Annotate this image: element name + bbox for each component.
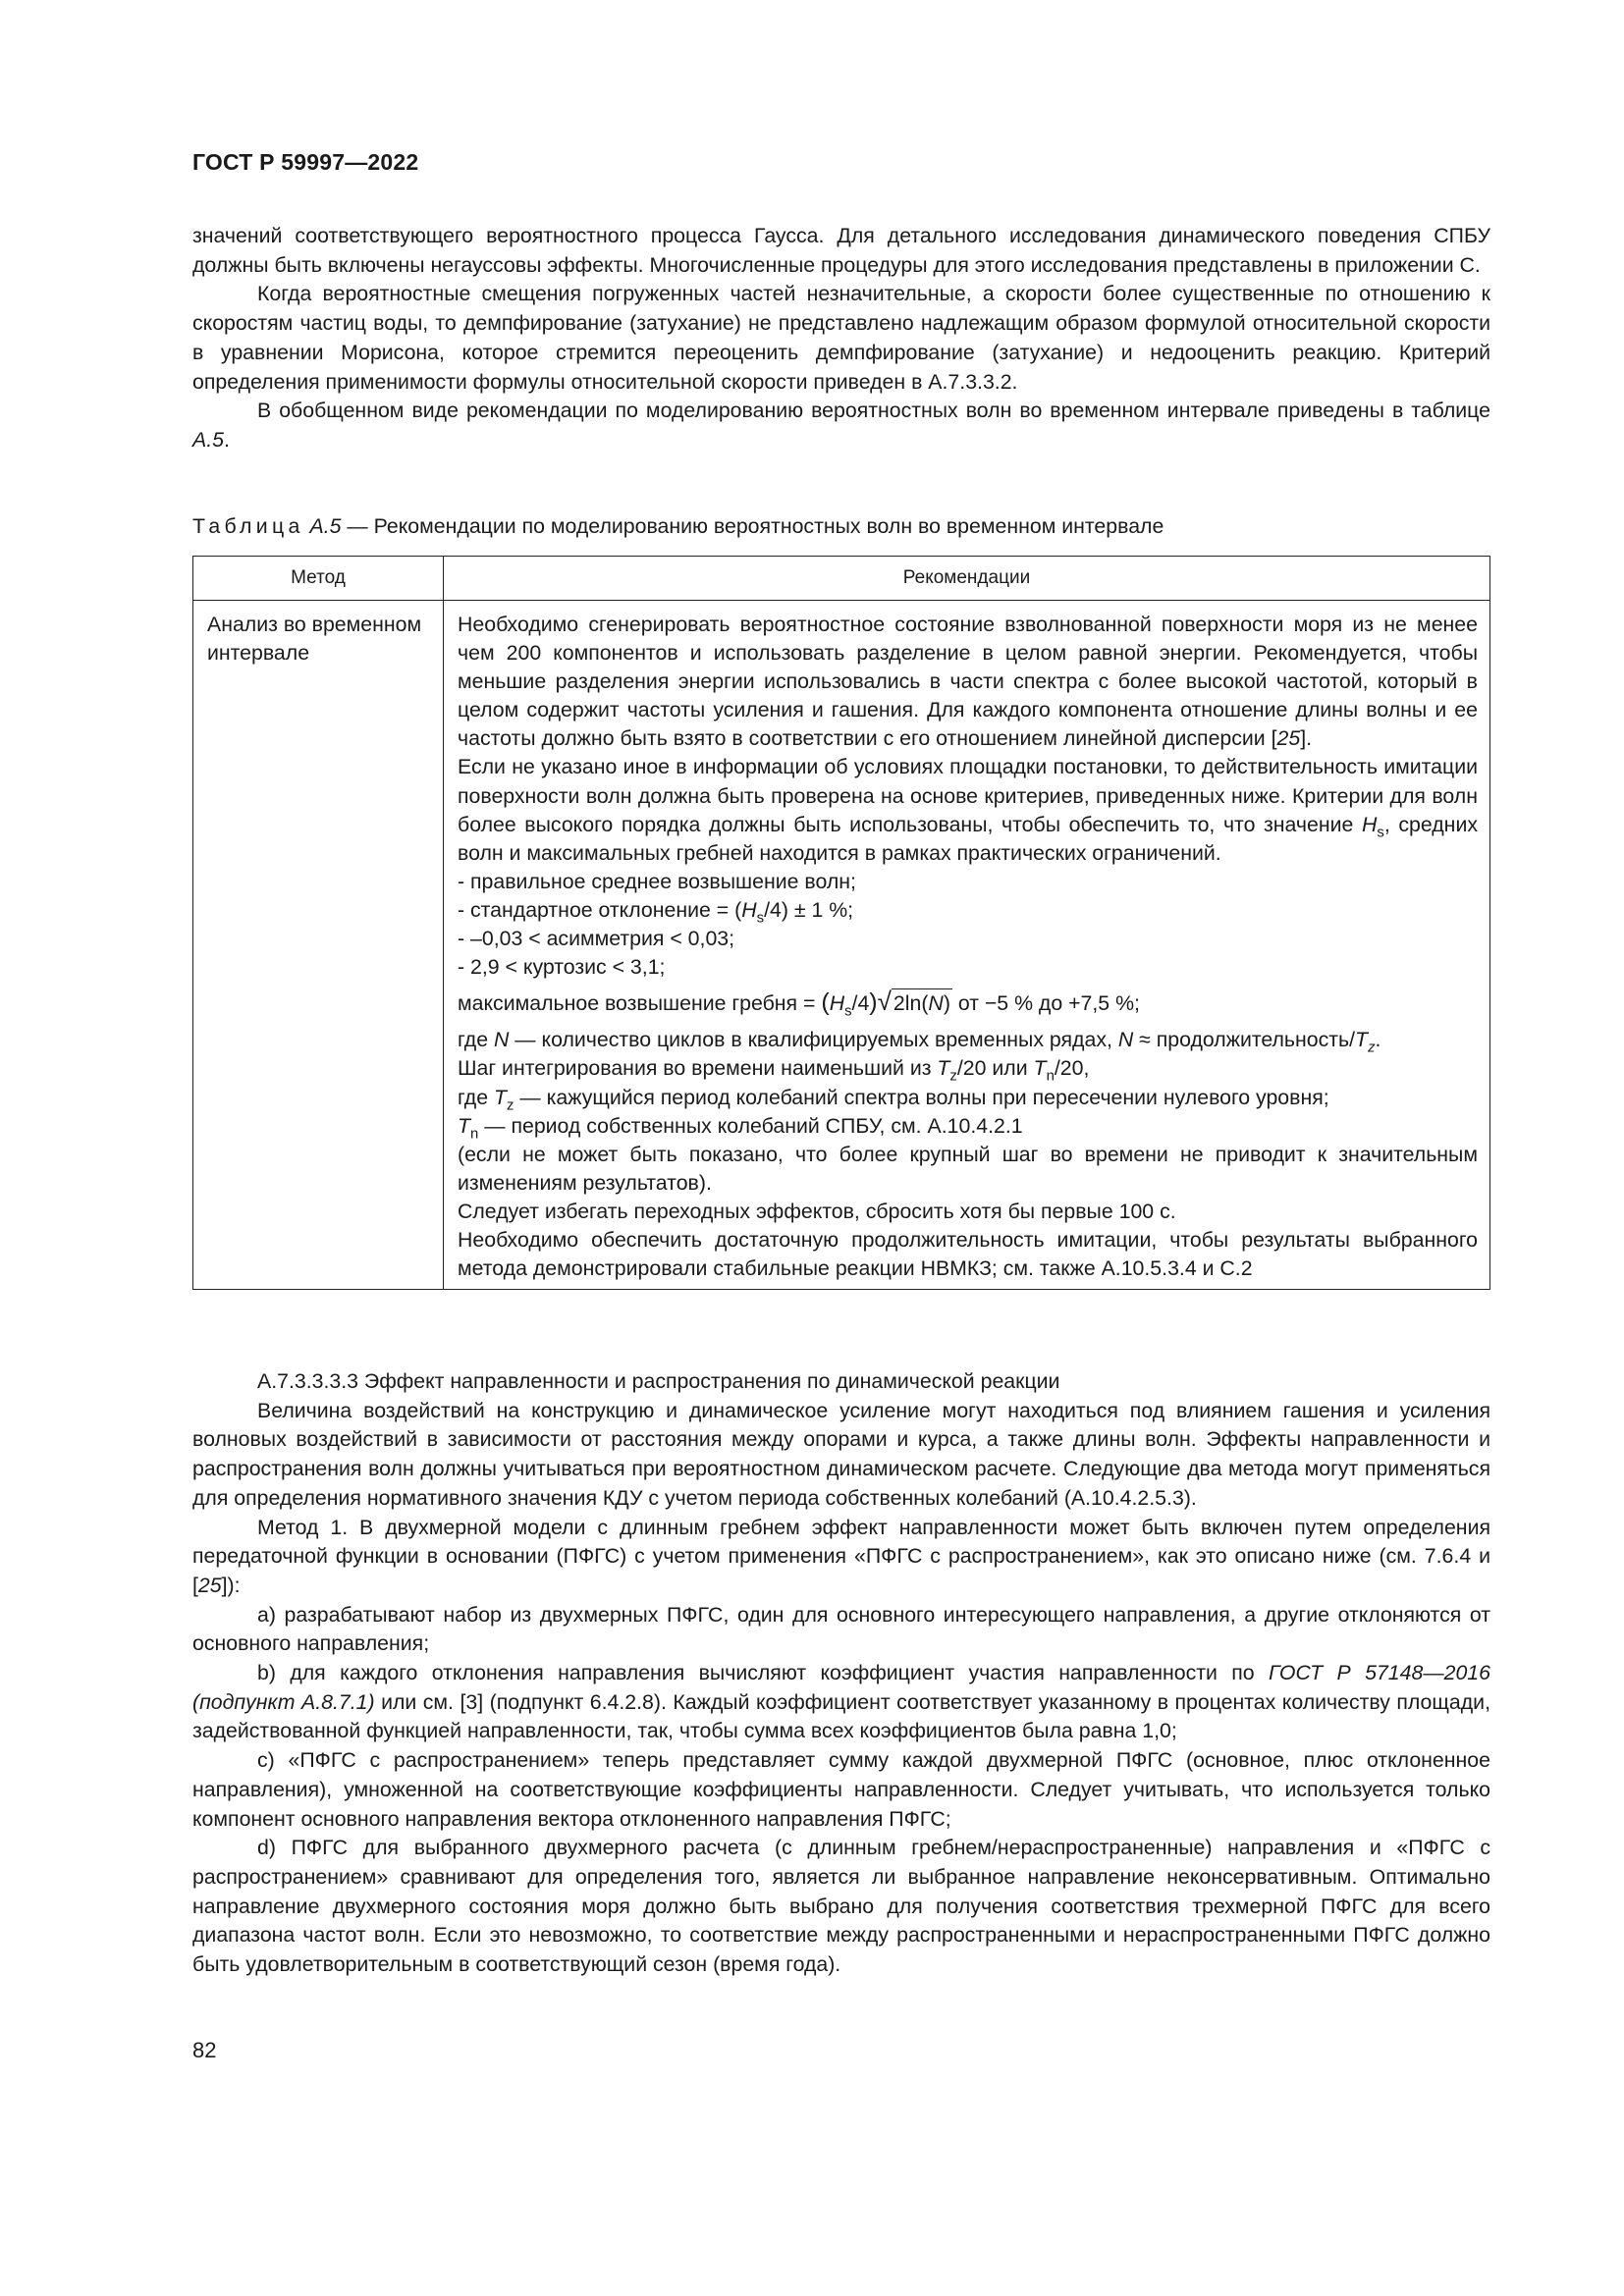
where-n: где N — количество циклов в квалифицируемых временных рядах, N ≈ продолжительность/$T_z$.: [458, 1028, 1381, 1056]
recommendations-cell: [444, 601, 1490, 1290]
integration-step: Шаг интегрирования во времени наименьший из $T_z/20$ или $T_n/20$,: [458, 1056, 1090, 1085]
page-number: 82: [192, 2038, 217, 2062]
column-header-recommendations: Рекомендации: [444, 557, 1490, 601]
column-header-method: Метод: [193, 557, 444, 601]
criterion-skewness: - –0,03 < асимметрия < 0,03;: [458, 927, 735, 951]
where-tn: $T_n$ — период собственных колебаний СПБУ, см. А.10.4.2.1: [458, 1113, 1023, 1142]
list-item-a: а) разрабатывают набор из двухмерных ПФГС, один для основного интересующего направления, а другие отклоняются от основного направления;: [192, 1602, 1490, 1656]
list-item-b: b) для каждого отклонения направления вычисляют коэффициент участия направленности по ГОСТ Р 57148—2016 (подпункт А.8.7.1) или см. [3] (подпункт 6.4.2.8). Каждый коэффициент соответствует указанному в процентах количеству площади, задействованной функцией направленности, так, чтобы сумма всех коэффициентов была равна 1,0;: [192, 1661, 1490, 1743]
table-header-row: [193, 557, 1490, 601]
transient-note: Следует избегать переходных эффектов, сбросить хотя бы первые 100 с.: [458, 1199, 1176, 1223]
criterion-std-dev: - стандартное отклонение = $(H_s/4) \pm 1$ %;: [458, 897, 854, 927]
table-row: [193, 601, 1490, 1290]
directionality-section: [192, 1367, 1490, 1980]
rec-paragraph-1: Необходимо сгенерировать вероятностное состояние взволнованной поверхности моря из не менее чем 200 компонентов и использовать разделение в целом равной энергии. Рекомендуется, чтобы меньшие разделения энергии использовались в части спектра с более высокой частотой, который в целом содержит частоты усиления и гашения. Для каждого компонента отношение длины волны и ее частоты должно быть взято в соответствии с его отношением линейной дисперсии [25].: [458, 613, 1478, 751]
max-crest-formula: максимальное возвышение гребня = $(H_s/4)√2\ln(N)$ от −5 % до +7,5 %;: [458, 987, 1140, 1020]
list-item-c: с) «ПФГС с распространением» теперь представляет сумму каждой двухмерной ПФГС (основное, плюс отклоненное направления), умноженной на соответствующие коэффициенты направленности. Следует учитывать, что используется только компонент основного направления вектора отклоненного направления ПФГС;: [192, 1748, 1490, 1831]
standard-reference: ГОСТ Р 57148—2016 (подпункт А.8.7.1): [192, 1661, 1490, 1714]
section-paragraph-1: Величина воздействий на конструкцию и динамическое усиление могут находиться под влиянием гашения и усиления волновых воздействий в зависимости от расстояния между опорами и курса, а также длины волн. Эффекты направленности и распространения волн должны учитываться при вероятностном динамическом расчете. Следующие два метода могут применяться для определения нормативного значения КДУ с учетом периода собственных колебаний (А.10.4.2.5.3).: [192, 1398, 1490, 1510]
intro-paragraph-2: Когда вероятностные смещения погруженных частей незначительные, а скорости более существенные по отношению к скоростям частиц воды, то демпфирование (затухание) не представлено надлежащим образом формулой относительной скорости в уравнении Морисона, которое стремится переоценить демпфирование (затухание) и недооценить реакцию. Критерий определения применимости формулы относительной скорости приведен в А.7.3.3.2.: [192, 282, 1490, 394]
document-header: ГОСТ Р 59997—2022: [192, 149, 419, 175]
time-step-note: (если не может быть показано, что более крупный шаг во времени не приводит к значительным изменениям результатов).: [458, 1142, 1478, 1195]
table-caption: Таблица А.5 — Рекомендации по моделированию вероятностных волн во временном интервале: [192, 514, 1164, 538]
method-1-paragraph: Метод 1. В двухмерной модели с длинным гребнем эффект направленности может быть включен путем определения передаточной функции в основании (ПФГС) с учетом применения «ПФГС с распространением», как это описано ниже (см. 7.6.4 и [25]):: [192, 1515, 1490, 1597]
intro-section: [192, 222, 1490, 455]
rec-paragraph-2: Если не указано иное в информации об условиях площадки постановки, то действительность имитации поверхности волн должна быть проверена на основе критериев, приведенных ниже. Критерии для волн более высокого порядка должны быть использованы, чтобы обеспечить то, что значение $H_s$, средних волн и максимальных гребней находится в рамках практических ограничений.: [458, 755, 1478, 865]
recommendations-table: [192, 556, 1490, 1290]
intro-paragraph-3: В обобщенном виде рекомендации по моделированию вероятностных волн во временном интервале приведены в таблице А.5.: [192, 399, 1490, 452]
section-title: А.7.3.3.3.3 Эффект направленности и распространения по динамической реакции: [257, 1369, 1060, 1393]
criterion-kurtosis: - 2,9 < куртозис < 3,1;: [458, 955, 666, 980]
list-item-d: d) ПФГС для выбранного двухмерного расчета (с длинным гребнем/нераспространенные) направления и «ПФГС с распространением» сравнивают для определения того, является ли выбранное направление неконсервативным. Оптимально направление двухмерного состояния моря должно быть выбрано для получения соответствия трехмерной ПФГС для всего диапазона частот волн. Если это невозможно, то соответствие между распространенными и нераспространенными ПФГС должно быть удовлетворительным в соответствующий сезон (время года).: [192, 1836, 1490, 1977]
where-tz: где $T_z$ — кажущийся период колебаний спектра волны при пересечении нулевого уровня;: [458, 1085, 1329, 1113]
duration-note: Необходимо обеспечить достаточную продолжительность имитации, чтобы результаты выбранного метода демонстрировали стабильные реакции НВМКЗ; см. также А.10.5.3.4 и С.2: [458, 1227, 1478, 1281]
intro-paragraph-1: значений соответствующего вероятностного процесса Гаусса. Для детального исследования динамического поведения СПБУ должны быть включены негауссовы эффекты. Многочисленные процедуры для этого исследования представлены в приложении С.: [192, 224, 1490, 277]
method-cell: Анализ во временном интервале: [193, 601, 444, 1290]
criterion-mean: - правильное среднее возвышение волн;: [458, 869, 856, 893]
table-reference: А.5: [192, 427, 224, 452]
